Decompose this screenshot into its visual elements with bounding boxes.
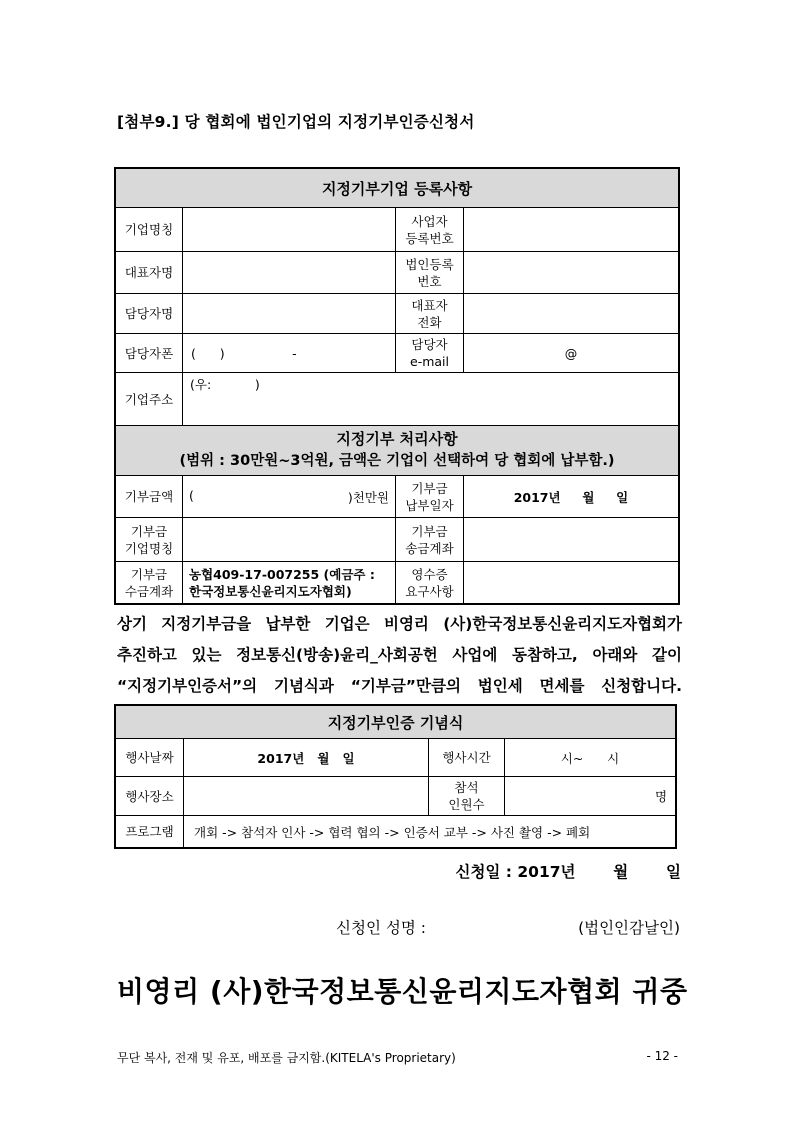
remit-account-field[interactable] [464,518,679,562]
page-number: - 12 - [646,1049,678,1063]
statement-line-2: 추진하고 있는 정보통신(방송)윤리_사회공헌 사업에 동참하고, 아래와 같이 [117,646,682,664]
company-name-label: 기업명칭 [116,208,183,252]
payment-date-label: 기부금 납부일자 [396,476,464,518]
ceo-name-field[interactable] [183,252,396,294]
footer-notice: 무단 복사, 전재 및 유포, 배포를 금지함.(KITELA's Proprietary) [117,1051,456,1065]
registration-header: 지정기부기업 등록사항 [116,169,679,208]
event-time-field[interactable]: 시~ 시 [505,739,676,777]
venue-field[interactable] [184,777,429,816]
address-field[interactable] [183,373,679,426]
company-name-field[interactable] [183,208,396,252]
donor-company-field[interactable] [183,518,396,562]
donation-amount-label: 기부금액 [116,476,183,518]
receipt-request-field[interactable] [464,562,679,604]
receiving-account-value: 농협409-17-007255 (예금주 : 한국정보통신윤리지도자협회) [183,562,396,604]
contact-name-field[interactable] [183,294,396,334]
contact-name-label: 담당자명 [116,294,183,334]
biz-reg-no-field[interactable] [464,208,679,252]
contact-email-label: 담당자 e-mail [396,334,464,373]
corp-reg-no-label: 법인등록 번호 [396,252,464,294]
ceo-phone-field[interactable] [464,294,679,334]
receiving-account-label: 기부금 수금계좌 [116,562,183,604]
registration-table [115,168,679,604]
contact-phone-label: 담당자폰 [116,334,183,373]
address-label: 기업주소 [116,373,183,426]
program-value: 개회 -> 참석자 인사 -> 협력 협의 -> 인증서 교부 -> 사진 촬영 -> 폐회 [184,816,676,848]
event-time-label: 행사시간 [429,739,505,777]
applicant-name-label: 신청인 성명 : [336,919,426,937]
statement-line-3: “지정기부인증서”의 기념식과 “기부금”만큼의 법인세 면세를 신청합니다. [117,677,682,695]
recipient-heading: 비영리 (사)한국정보통신윤리지도자협회 귀중 [117,975,688,1008]
attendees-field[interactable]: 명 [505,777,676,816]
biz-reg-no-label: 사업자 등록번호 [396,208,464,252]
statement-line-1: 상기 지정기부금을 납부한 기업은 비영리 (사)한국정보통신윤리지도자협회가 [117,615,682,633]
applicant-name-field[interactable] [445,912,555,938]
attachment-title: [첨부9.] 당 협회에 법인기업의 지정기부인증신청서 [117,113,475,131]
event-date-field[interactable]: 2017년 월 일 [184,739,429,777]
payment-date-field[interactable]: 2017년 월 일 [464,476,679,518]
postcode-text: (우: ) [190,377,260,392]
receipt-request-label: 영수증 요구사항 [396,562,464,604]
program-label: 프로그램 [116,816,184,848]
attendees-label: 참석 인원수 [429,777,505,816]
remit-account-label: 기부금 송금계좌 [396,518,464,562]
ceremony-header: 지정기부인증 기념식 [116,706,676,739]
ceremony-table [115,705,676,848]
contact-phone-field[interactable]: ( ) - [183,334,396,373]
processing-header: 지정기부 처리사항 (범위 : 30만원~3억원, 금액은 기업이 선택하여 당 협회에 납부함.) [116,426,679,476]
ceo-phone-label: 대표자 전화 [396,294,464,334]
venue-label: 행사장소 [116,777,184,816]
contact-email-field[interactable]: @ [464,334,679,373]
ceo-name-label: 대표자명 [116,252,183,294]
event-date-label: 행사날짜 [116,739,184,777]
corporate-seal-label: (법인인감날인) [578,919,680,937]
application-date: 신청일 : 2017년 월 일 [455,863,681,881]
donor-company-label: 기부금 기업명칭 [116,518,183,562]
donation-amount-field[interactable]: ( )천만원 [183,476,396,518]
corp-reg-no-field[interactable] [464,252,679,294]
